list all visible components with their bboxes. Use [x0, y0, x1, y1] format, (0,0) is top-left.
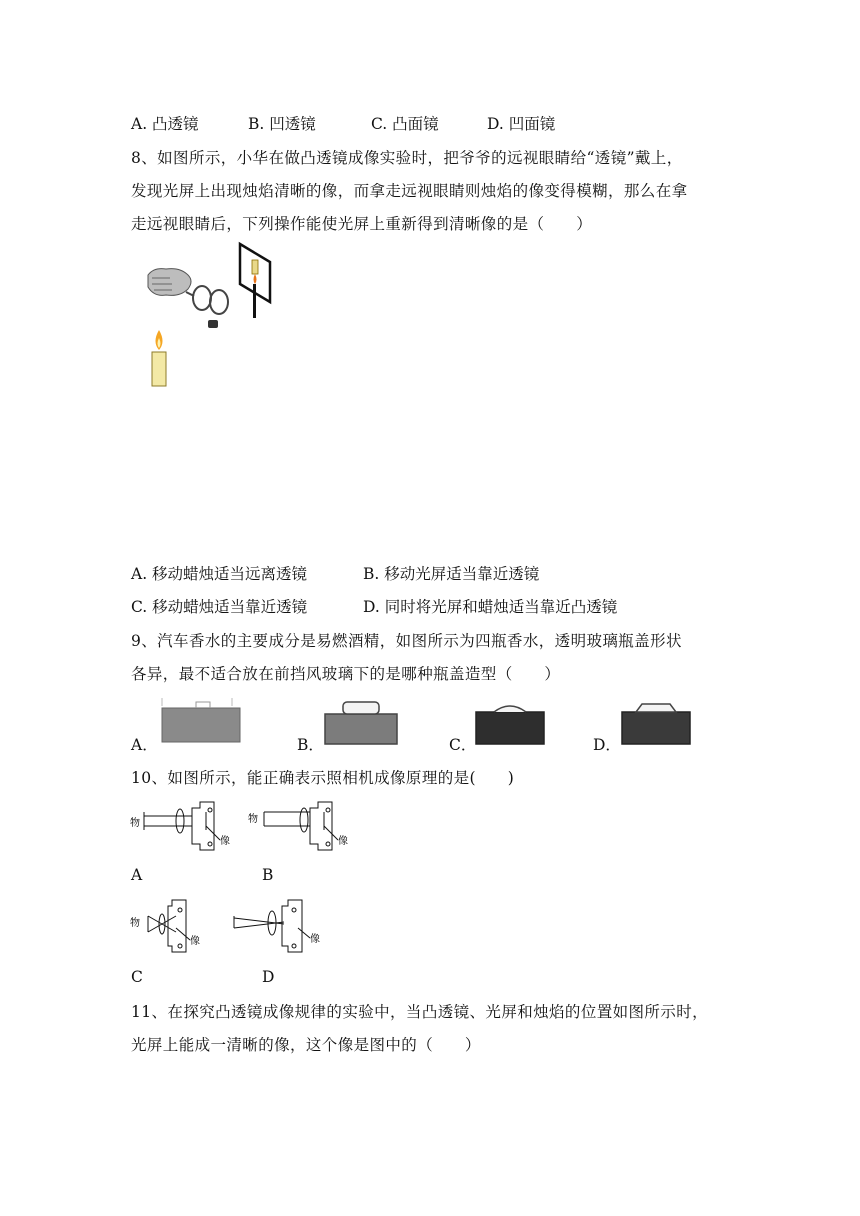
candle-icon	[152, 330, 166, 386]
q8-option-b: B. 移动光屏适当靠近透镜	[363, 565, 540, 583]
q10-label-a: A	[131, 866, 143, 884]
q10-diagram-c	[130, 898, 220, 958]
q7-option-d: D. 凹面镜	[487, 115, 556, 133]
q10-label-d: D	[262, 968, 275, 986]
object-label: 物	[248, 814, 258, 825]
object-label: 物	[130, 918, 140, 929]
q9-text-line-2: 各异，最不适合放在前挡风玻璃下的是哪种瓶盖造型（ ）	[131, 665, 561, 683]
image-label: 像	[338, 836, 348, 847]
q9-option-c-label: C．	[449, 736, 477, 754]
hand-icon	[148, 269, 191, 296]
object-label: 物	[130, 818, 140, 829]
glasses-icon	[186, 286, 228, 328]
bottle-c	[474, 702, 546, 746]
bottle-a	[160, 696, 242, 744]
q10-diagram-a	[130, 798, 240, 854]
image-label: 像	[310, 934, 320, 945]
q8-text-line-2: 发现光屏上出现烛焰清晰的像，而拿走远视眼睛则烛焰的像变得模糊，那么在拿	[131, 182, 688, 200]
image-label: 像	[220, 836, 230, 847]
q10-label-b: B	[262, 866, 274, 884]
bottle-d	[620, 700, 692, 746]
q9-option-a-label: A．	[131, 736, 158, 754]
q11-text-line-2: 光屏上能成一清晰的像，这个像是图中的（ ）	[131, 1036, 481, 1054]
q9-option-b-label: B．	[297, 736, 324, 754]
q7-option-b: B. 凹透镜	[248, 115, 316, 133]
bottle-b	[323, 700, 399, 746]
light-screen	[240, 244, 270, 318]
q8-option-d: D. 同时将光屏和蜡烛适当靠近凸透镜	[363, 598, 618, 616]
q9-text-line-1: 9、汽车香水的主要成分是易燃酒精，如图所示为四瓶香水，透明玻璃瓶盖形状	[131, 632, 682, 650]
q10-diagram-b	[248, 798, 358, 854]
q7-option-c: C. 凸面镜	[371, 115, 439, 133]
q8-option-a: A. 移动蜡烛适当远离透镜	[131, 565, 308, 583]
q9-option-d-label: D．	[593, 736, 621, 754]
image-label: 像	[190, 936, 200, 947]
q7-option-a: A. 凸透镜	[131, 115, 199, 133]
q10-label-c: C	[131, 968, 143, 986]
q11-text-line-1: 11、在探究凸透镜成像规律的实验中，当凸透镜、光屏和烛焰的位置如图所示时，	[131, 1003, 709, 1021]
q8-text-line-1: 8、如图所示，小华在做凸透镜成像实验时，把爷爷的远视眼睛给“透镜”戴上，	[131, 149, 683, 167]
q8-text-line-3: 走远视眼睛后，下列操作能使光屏上重新得到清晰像的是（ ）	[131, 215, 593, 233]
q8-figure	[140, 240, 280, 390]
q10-question: 10、如图所示，能正确表示照相机成像原理的是( )	[131, 769, 515, 787]
q8-option-c: C. 移动蜡烛适当靠近透镜	[131, 598, 308, 616]
q10-diagram-d	[222, 898, 332, 958]
